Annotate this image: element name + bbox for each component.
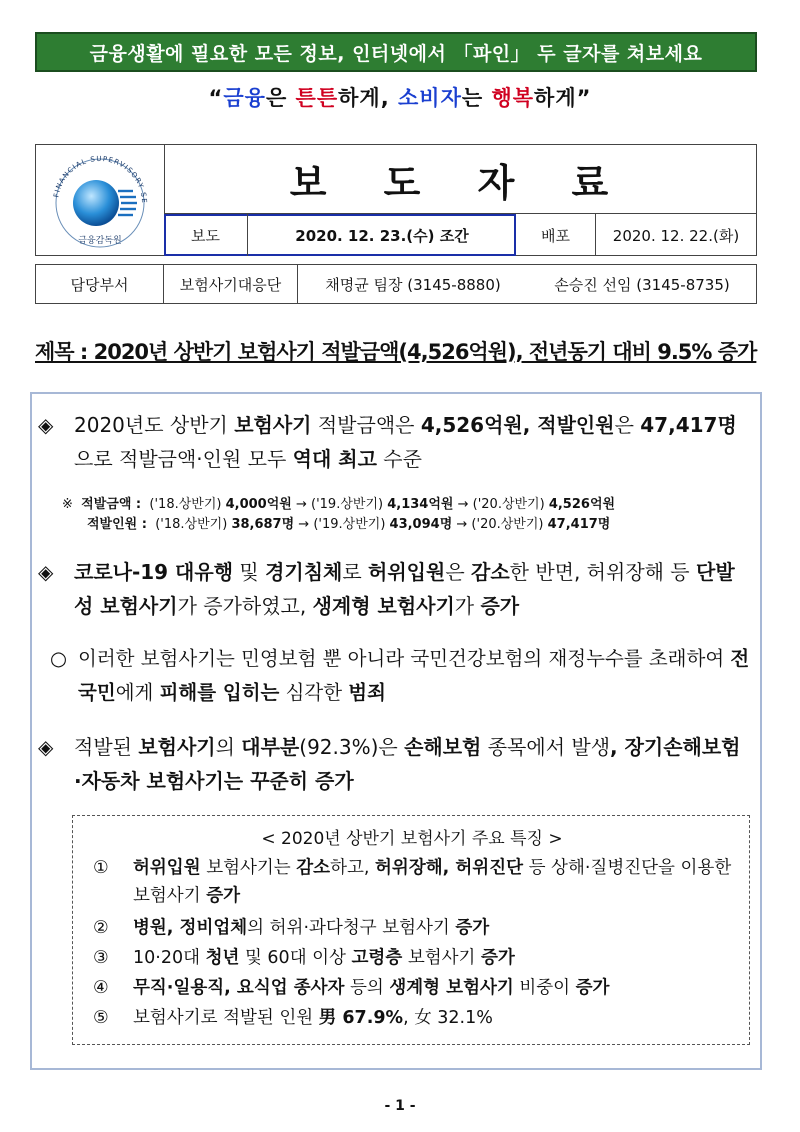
press-release-header xyxy=(35,144,757,256)
summary-point-1: ◈ 2020년도 상반기 보험사기 적발금액은 4,526억원, 적발인원은 47,417명으로 적발금액·인원 모두 역대 최고 수준 xyxy=(38,408,748,476)
department-row xyxy=(35,264,757,304)
release-info-row xyxy=(164,213,756,256)
release-date: 2020. 12. 23.(수) 조간 xyxy=(295,226,469,245)
feature-item: ② 병원, 정비업체의 허위·과다청구 보험사기 증가 xyxy=(93,918,490,938)
top-banner: 금융생활에 필요한 모든 정보, 인터넷에서 「파인」 두 글자를 쳐보세요 xyxy=(35,32,757,72)
page-number: - 1 - xyxy=(384,1098,416,1114)
distribute-date: 2020. 12. 22.(화) xyxy=(612,226,740,245)
dept-name: 보험사기대응단 xyxy=(164,265,298,303)
release-label: 보도 xyxy=(164,214,248,256)
feature-item: ① 허위입원 보험사기는 감소하고, 허위장해, 허위진단 등 상해·질병진단을 이용한 보험사기 증가 xyxy=(93,858,732,906)
distribute-label: 배포 xyxy=(516,214,596,256)
dept-contact-1: 채명균 팀장 (3145-8880) xyxy=(325,275,501,294)
key-features-box xyxy=(72,815,750,1045)
slogan: “금융은 튼튼하게, 소비자는 행복하게” xyxy=(208,86,592,110)
diamond-bullet-icon: ◈ xyxy=(38,560,54,584)
fss-logo xyxy=(36,145,165,255)
features-title: < 2020년 상반기 보험사기 주요 특징 > xyxy=(261,829,563,849)
summary-point-3: ◈ 적발된 보험사기의 대부분(92.3%)은 손해보험 종목에서 발생, 장기손해보험·자동차 보험사기는 꾸준히 증가 xyxy=(38,730,748,798)
dept-label: 담당부서 xyxy=(36,265,164,303)
feature-item: ⑤ 보험사기로 적발된 인원 男 67.9%, 女 32.1% xyxy=(93,1008,493,1028)
diamond-bullet-icon: ◈ xyxy=(38,735,54,759)
note-block: ※ 적발금액 : ('18.상반기) 4,000억원 → ('19.상반기) 4,134억원 → ('20.상반기) 4,526억원 적발인원 : ('18.상반기) 38,687명 → ('19.상반기) 43,094명 → ('20.상반기) 47,417명 xyxy=(62,497,616,532)
summary-point-2: ◈ 코로나-19 대유행 및 경기침체로 허위입원은 감소한 반면, 허위장해 등 단발성 보험사기가 증가하였고, 생계형 보험사기가 증가 xyxy=(38,555,748,623)
document-title: 보 도 자 료 xyxy=(289,160,631,205)
feature-item: ④ 무직·일용직, 요식업 종사자 등의 생계형 보험사기 비중이 증가 xyxy=(93,978,610,998)
summary-subpoint: ○ 이러한 보험사기는 민영보험 뿐 아니라 국민건강보험의 재정누수를 초래하여 전 국민에게 피해를 입히는 심각한 범죄 xyxy=(50,642,750,710)
subject-line: 제목 : 2020년 상반기 보험사기 적발금액(4,526억원), 전년동기 대비 9.5% 증가 xyxy=(35,340,757,364)
diamond-bullet-icon: ◈ xyxy=(38,413,54,437)
dept-contact-2: 손승진 선임 (3145-8735) xyxy=(554,275,730,294)
feature-item: ③ 10·20대 청년 및 60대 이상 고령층 보험사기 증가 xyxy=(93,948,515,968)
circle-bullet-icon: ○ xyxy=(50,647,68,670)
fss-logo-icon xyxy=(36,145,164,255)
logo-korean-text: 금융감독원 xyxy=(78,236,122,246)
logo-arc-text: FINANCIAL SUPERVISORY SE xyxy=(52,154,149,205)
